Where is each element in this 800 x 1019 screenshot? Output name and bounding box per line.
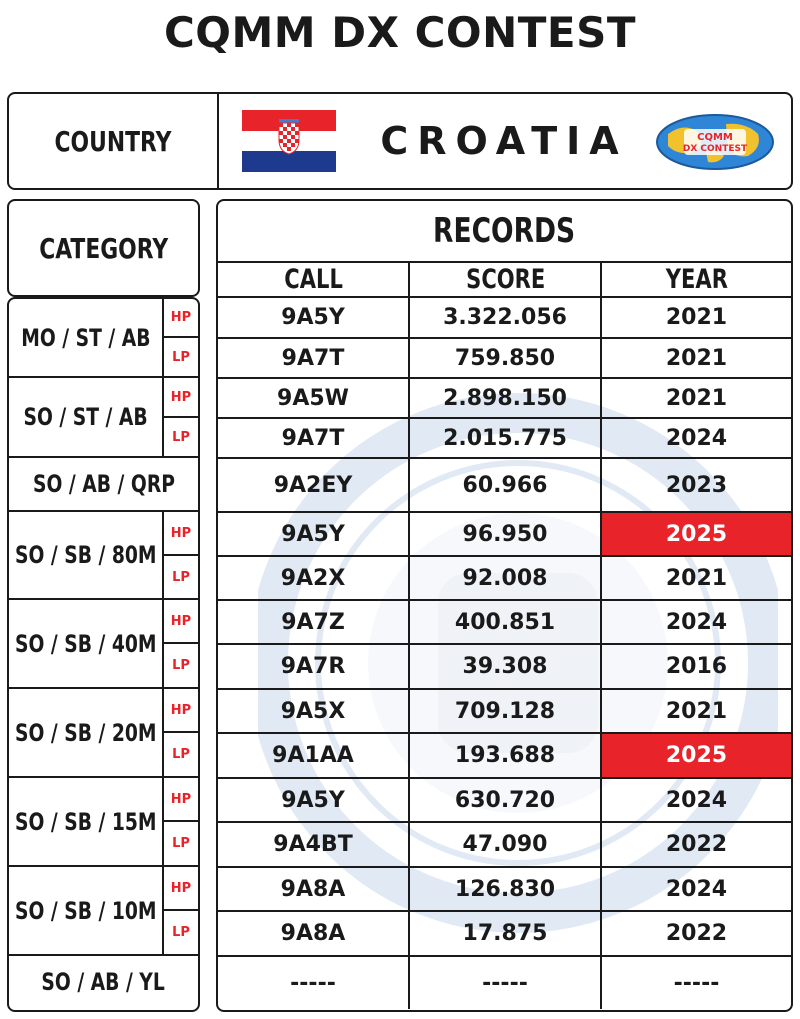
category-name: SO / AB / QRP xyxy=(32,470,175,498)
power-label-lp: LP xyxy=(172,429,190,445)
call-cell: 9A7T xyxy=(281,345,345,371)
score-cell: 47.090 xyxy=(462,832,548,857)
table-row xyxy=(218,645,791,690)
power-column xyxy=(162,867,198,954)
power-label-hp: HP xyxy=(164,512,198,556)
table-row xyxy=(218,868,791,912)
category-block xyxy=(9,956,198,1008)
category-name: SO / SB / 80M xyxy=(14,541,157,569)
score-cell: 126.830 xyxy=(454,876,556,902)
page-title: CQMM DX CONTEST xyxy=(163,8,637,57)
year-cell: 2023 xyxy=(665,472,728,498)
year-cell: 2021 xyxy=(665,305,728,330)
category-name: SO / SB / 10M xyxy=(14,896,157,925)
table-row xyxy=(218,419,791,459)
score-cell: ----- xyxy=(482,970,528,996)
contest-logo xyxy=(654,112,776,172)
year-cell: 2025 xyxy=(602,513,791,555)
call-cell: 9A7T xyxy=(281,425,345,451)
call-cell: 9A7R xyxy=(280,654,346,679)
svg-text:DX CONTEST: DX CONTEST xyxy=(682,144,748,154)
year-cell: 2024 xyxy=(665,787,728,813)
call-cell: 9A5Y xyxy=(281,787,345,813)
power-label-lp: LP xyxy=(172,925,190,940)
records-table xyxy=(216,263,793,1012)
table-row xyxy=(218,339,791,379)
score-cell: 193.688 xyxy=(454,743,556,768)
year-cell: 2024 xyxy=(665,876,728,902)
table-row xyxy=(218,823,791,868)
power-label-hp: HP xyxy=(164,867,198,911)
table-row xyxy=(218,513,791,557)
year-cell: 2025 xyxy=(602,734,791,777)
year-cell: 2021 xyxy=(665,565,728,591)
power-label-lp: LP xyxy=(172,747,190,762)
power-label-hp: HP xyxy=(164,689,198,733)
column-header-call: CALL xyxy=(284,264,343,295)
year-cell: 2022 xyxy=(665,832,728,857)
power-column xyxy=(162,378,198,456)
score-cell: 400.851 xyxy=(454,609,556,635)
score-cell: 92.008 xyxy=(462,565,548,591)
category-block xyxy=(9,867,198,956)
call-cell: 9A5Y xyxy=(281,305,345,330)
year-cell: 2024 xyxy=(665,609,728,635)
year-cell: 2021 xyxy=(665,385,728,411)
svg-text:CQMM: CQMM xyxy=(697,132,733,143)
category-block xyxy=(9,778,198,867)
power-column xyxy=(162,778,198,865)
category-name: MO / ST / AB xyxy=(20,323,151,352)
country-header xyxy=(7,92,793,190)
power-label-hp: HP xyxy=(164,778,198,822)
year-cell: 2024 xyxy=(665,425,728,451)
category-block xyxy=(9,378,198,458)
table-row xyxy=(218,557,791,601)
score-cell: 96.950 xyxy=(462,521,548,547)
score-cell: 17.875 xyxy=(462,921,548,946)
table-row xyxy=(218,912,791,957)
power-label-lp: LP xyxy=(172,569,190,585)
call-cell: 9A8A xyxy=(280,921,346,946)
call-cell: 9A5X xyxy=(280,698,346,724)
score-cell: 3.322.056 xyxy=(443,305,567,330)
table-header-row xyxy=(218,263,791,298)
score-cell: 759.850 xyxy=(454,345,556,371)
score-cell: 2.898.150 xyxy=(443,385,567,411)
table-row xyxy=(218,459,791,513)
column-header-year: YEAR xyxy=(665,264,728,295)
table-row xyxy=(218,379,791,419)
call-cell: 9A7Z xyxy=(281,609,345,635)
category-name: SO / SB / 20M xyxy=(14,718,157,747)
category-name: SO / ST / AB xyxy=(23,403,148,431)
power-label-hp: HP xyxy=(164,378,198,418)
power-column xyxy=(162,512,198,598)
call-cell: ----- xyxy=(290,970,336,996)
power-column xyxy=(162,299,198,376)
power-label-hp: HP xyxy=(164,299,198,338)
category-header: CATEGORY xyxy=(7,199,200,297)
category-name: SO / SB / 15M xyxy=(14,807,157,836)
score-cell: 2.015.775 xyxy=(443,425,567,451)
category-block xyxy=(9,458,198,512)
table-row xyxy=(218,779,791,823)
year-cell: 2021 xyxy=(665,698,728,724)
records-header: RECORDS xyxy=(216,199,793,263)
year-cell: ----- xyxy=(673,970,720,996)
score-cell: 60.966 xyxy=(462,472,548,498)
category-column xyxy=(7,297,200,1012)
table-row xyxy=(218,601,791,645)
power-column xyxy=(162,600,198,687)
table-row xyxy=(218,734,791,779)
year-cell: 2021 xyxy=(665,345,728,371)
divider xyxy=(217,94,219,188)
call-cell: 9A2X xyxy=(280,565,346,591)
table-row xyxy=(218,690,791,734)
call-cell: 9A1AA xyxy=(272,743,354,768)
category-name: SO / SB / 40M xyxy=(14,629,157,658)
country-label: COUNTRY xyxy=(54,124,172,158)
category-block xyxy=(9,299,198,378)
power-label-lp: LP xyxy=(172,836,190,851)
category-block xyxy=(9,512,198,600)
country-name: CROATIA xyxy=(380,119,628,163)
power-column xyxy=(162,689,198,776)
column-header-score: SCORE xyxy=(465,264,546,295)
category-block xyxy=(9,689,198,778)
call-cell: 9A5W xyxy=(277,385,349,411)
croatia-flag-icon xyxy=(242,110,336,172)
call-cell: 9A2EY xyxy=(273,472,353,498)
call-cell: 9A5Y xyxy=(281,521,345,547)
score-cell: 709.128 xyxy=(454,698,556,724)
call-cell: 9A8A xyxy=(280,876,346,902)
call-cell: 9A4BT xyxy=(273,832,353,857)
category-name: SO / AB / YL xyxy=(41,968,166,996)
power-label-lp: LP xyxy=(172,349,190,365)
table-row xyxy=(218,298,791,339)
year-cell: 2022 xyxy=(665,921,728,946)
table-row xyxy=(218,957,791,1009)
score-cell: 39.308 xyxy=(462,654,548,679)
power-label-hp: HP xyxy=(164,600,198,644)
category-block xyxy=(9,600,198,689)
year-cell: 2016 xyxy=(665,654,728,679)
score-cell: 630.720 xyxy=(454,787,556,813)
power-label-lp: LP xyxy=(172,658,190,673)
